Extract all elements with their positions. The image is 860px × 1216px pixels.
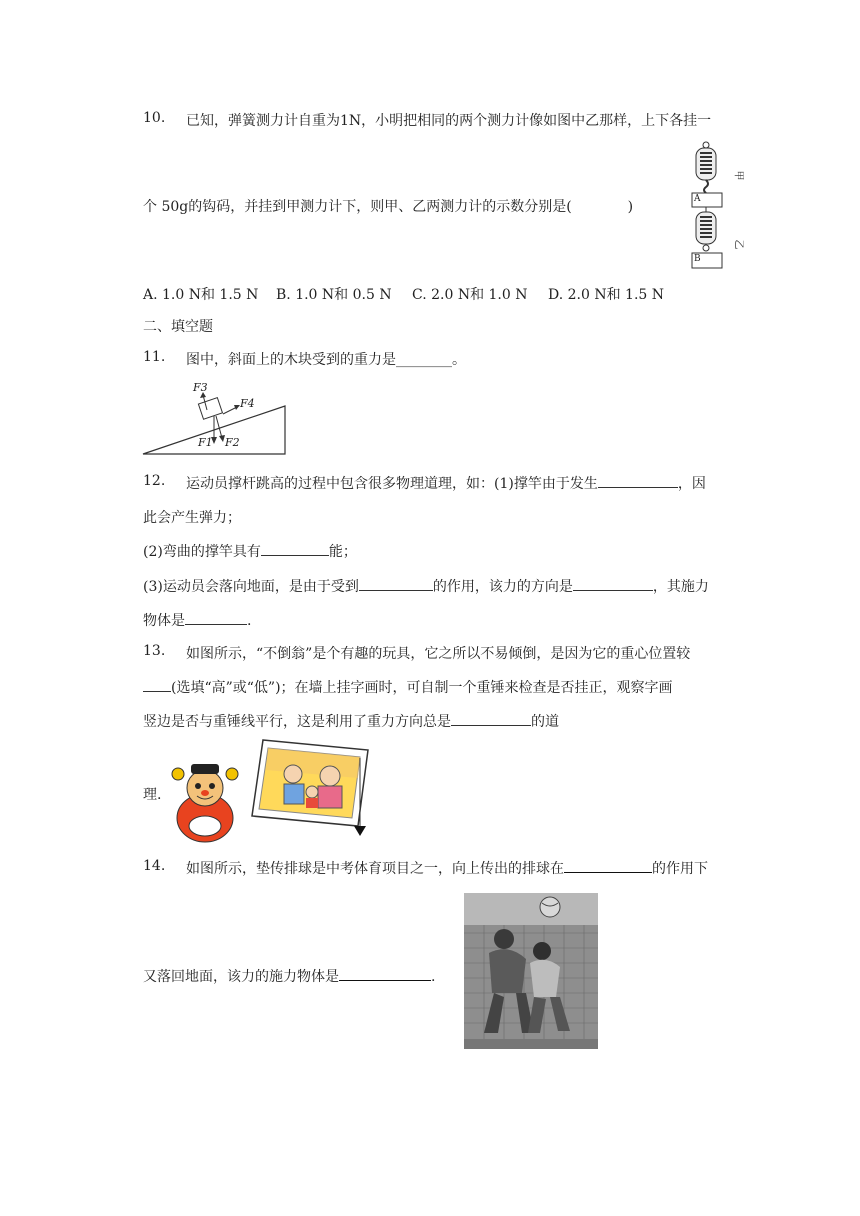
q12-blank-1[interactable] [598, 486, 678, 488]
tumbler-toy-image [165, 760, 245, 845]
q12-line5 [143, 610, 251, 630]
incline-figure [143, 380, 293, 460]
q10-block-b: B [694, 254, 701, 264]
q12-line4 [143, 576, 709, 596]
q13-line3-text: 竖边是否与重锤线平行，这是利用了重力方向总是 [143, 714, 451, 730]
q13-line2 [143, 677, 673, 697]
q13-line3-tail: 的道 [531, 714, 559, 730]
q13-line4: 理. [143, 787, 162, 803]
q11-text: 图中，斜面上的木块受到的重力是________。 [186, 352, 466, 368]
q13-line3 [143, 711, 559, 731]
q11-label-f4: F4 [240, 397, 255, 410]
q12-line4-tail: ，其施力 [652, 579, 709, 595]
q10-line1: 已知，弹簧测力计自重为1N，小明把相同的两个测力计像如图中乙那样，上下各挂一 [186, 113, 712, 129]
q10-block-a: A [694, 194, 701, 204]
q13-blank-2[interactable] [451, 724, 531, 726]
q12-blank-4[interactable] [573, 589, 653, 591]
q12-line1 [186, 473, 706, 493]
q12-number: 12. [143, 473, 166, 489]
q12-line4-text: (3)运动员会落向地面，是由于受到 [143, 579, 359, 595]
q14-number: 14. [143, 858, 166, 874]
q12-line2: 此会产生弹力； [143, 510, 241, 526]
q12-blank-3[interactable] [359, 589, 433, 591]
q12-line4-mid: 的作用，该力的方向是 [432, 579, 573, 595]
q12-line1-text: 运动员撑杆跳高的过程中包含很多物理道理，如：(1)撑竿由于发生 [186, 476, 598, 492]
q11-label-f1: F1 [198, 436, 213, 449]
q10-number: 10. [143, 110, 166, 126]
q10-option-d: D. 2.0 N和 1.5 N [548, 287, 665, 303]
q14-line2-tail: . [431, 969, 436, 985]
q14-line2-text: 又落回地面，该力的施力物体是 [143, 969, 339, 985]
q10-option-a: A. 1.0 N和 1.5 N [143, 287, 259, 303]
q12-line3-tail: 能； [328, 544, 357, 560]
q14-line2 [143, 966, 435, 986]
spring-scale-figure [686, 140, 756, 270]
hanging-picture-image [248, 738, 373, 838]
q13-blank-1[interactable] [143, 690, 171, 692]
q12-line5-text: 物体是 [143, 613, 185, 629]
q12-line5-tail: . [247, 613, 252, 629]
q12-line1-tail: ，因 [677, 476, 706, 492]
q10-option-b: B. 1.0 N和 0.5 N [276, 287, 392, 303]
q14-line1-text: 如图所示，垫传排球是中考体育项目之一，向上传出的排球在 [186, 861, 564, 877]
section-title: 二、填空题 [143, 319, 213, 335]
q10-label-yi: 乙 [732, 239, 744, 250]
volleyball-photo [464, 893, 598, 1049]
q12-blank-5[interactable] [185, 623, 247, 625]
q11-number: 11. [143, 349, 166, 365]
q14-line1-tail: 的作用下 [652, 861, 708, 877]
q13-number: 13. [143, 643, 166, 659]
q10-line2: 个 50g的钩码，并挂到甲测力计下，则甲、乙两测力计的示数分别是( ) [143, 199, 634, 215]
q11-label-f3: F3 [193, 381, 208, 394]
q14-blank-1[interactable] [564, 871, 652, 873]
q12-line3 [143, 541, 357, 561]
q12-blank-2[interactable] [261, 554, 329, 556]
q13-line2-text: (选填“高”或“低”)；在墙上挂字画时，可自制一个重锤来检查是否挂正，观察字画 [171, 680, 673, 696]
q14-line1 [186, 858, 708, 878]
q10-label-jia: 甲 [732, 170, 744, 181]
q14-blank-2[interactable] [339, 979, 431, 981]
q11-label-f2: F2 [225, 436, 240, 449]
q13-line1: 如图所示，“不倒翁”是个有趣的玩具，它之所以不易倾倒，是因为它的重心位置较 [186, 646, 691, 662]
q12-line3-text: (2)弯曲的撑竿具有 [143, 544, 261, 560]
q10-option-c: C. 2.0 N和 1.0 N [412, 287, 528, 303]
